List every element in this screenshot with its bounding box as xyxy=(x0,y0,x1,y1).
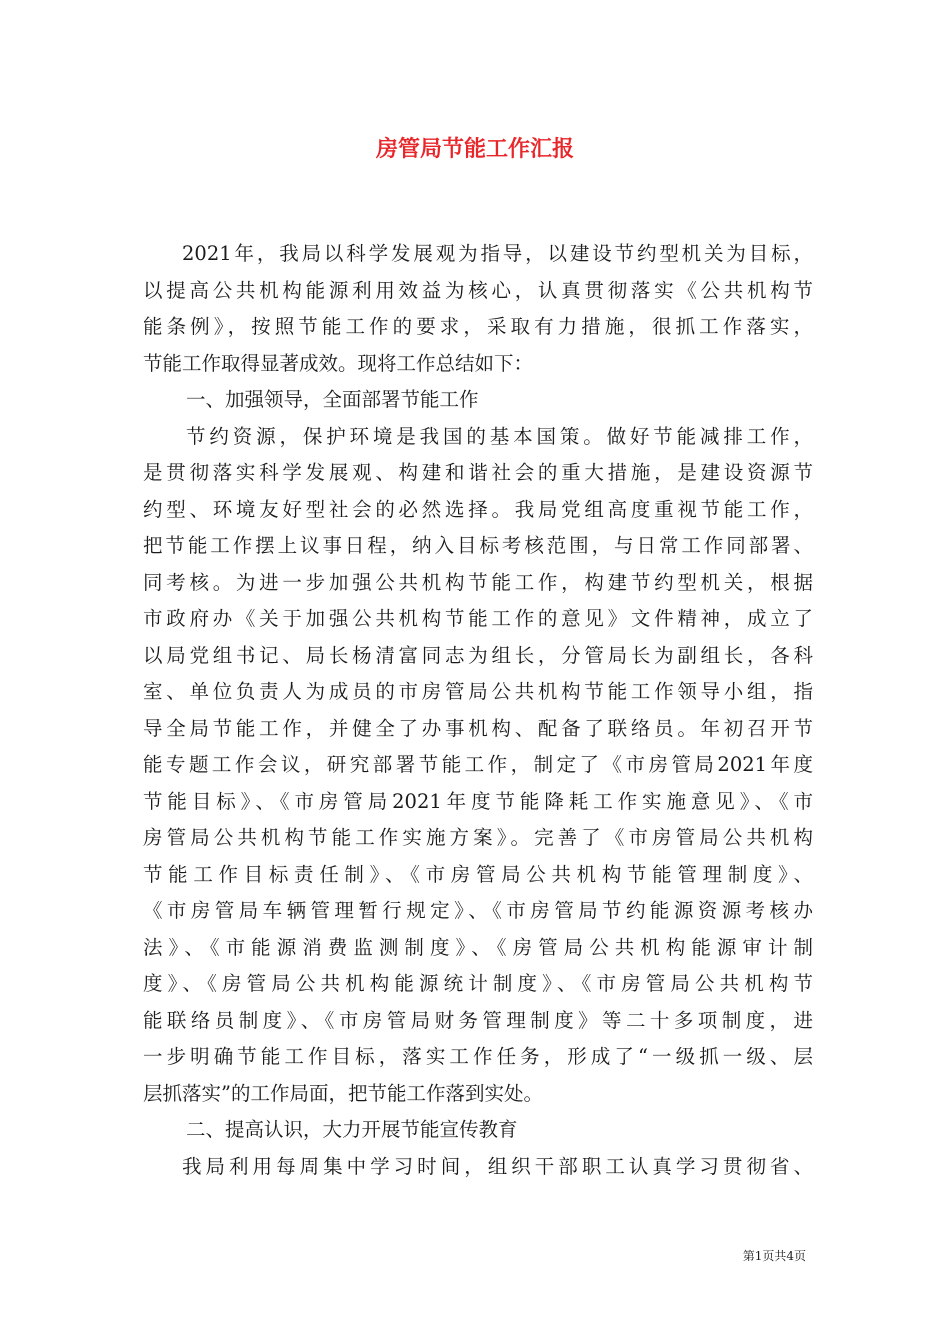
body-line: 能条例》，按照节能工作的要求，采取有力措施，很抓工作落实， xyxy=(143,315,813,338)
body-line: 能专题工作会议，研究部署节能工作，制定了《市房管局2021年度 xyxy=(143,753,813,776)
body-line: 室、单位负责人为成员的市房管局公共机构节能工作领导小组，指 xyxy=(143,680,813,703)
body-line: 2021年，我局以科学发展观为指导，以建设节约型机关为目标， xyxy=(182,242,813,265)
body-line: 同考核。为进一步加强公共机构节能工作，构建节约型机关，根据 xyxy=(143,570,813,594)
body-line: 《市房管局车辆管理暂行规定》、《市房管局节约能源资源考核办 xyxy=(143,899,813,922)
body-line: 房管局公共机构节能工作实施方案》。完善了《市房管局公共机构 xyxy=(143,826,813,849)
body-line: 以提高公共机构能源利用效益为核心，认真贯彻落实《公共机构节 xyxy=(143,278,813,302)
section-heading-1: 一、加强领导，全面部署节能工作 xyxy=(186,388,479,411)
body-line: 能联络员制度》、《市房管局财务管理制度》等二十多项制度，进 xyxy=(143,1008,813,1032)
body-line: 节能工作取得显著成效。现将工作总结如下： xyxy=(143,351,534,375)
body-line: 是贯彻落实科学发展观、构建和谐社会的重大措施，是建设资源节 xyxy=(143,461,813,484)
body-line: 节约资源，保护环境是我国的基本国策。做好节能减排工作， xyxy=(186,424,813,448)
page-number: 第1页共4页 xyxy=(742,1249,806,1263)
body-line: 导全局节能工作，并健全了办事机构、配备了联络员。年初召开节 xyxy=(143,716,813,740)
body-line: 市政府办《关于加强公共机构节能工作的意见》文件精神，成立了 xyxy=(143,607,813,630)
document-title: 房管局节能工作汇报 xyxy=(375,136,574,162)
body-line: 一步明确节能工作目标，落实工作任务，形成了“一级抓一级、层 xyxy=(143,1045,813,1068)
section-heading-2: 二、提高认识，大力开展节能宣传教育 xyxy=(186,1118,518,1141)
body-line: 我局利用每周集中学习时间，组织干部职工认真学习贯彻省、 xyxy=(182,1154,813,1178)
body-line: 节能工作目标责任制》、《市房管局公共机构节能管理制度》、 xyxy=(143,862,813,886)
body-line: 以局党组书记、局长杨清富同志为组长，分管局长为副组长，各科 xyxy=(143,643,813,667)
body-line: 度》、《房管局公共机构能源统计制度》、《市房管局公共机构节 xyxy=(143,972,813,995)
body-line: 层抓落实”的工作局面，把节能工作落到实处。 xyxy=(143,1081,543,1105)
body-line: 把节能工作摆上议事日程，纳入目标考核范围，与日常工作同部署、 xyxy=(143,534,813,557)
body-line: 法》、《市能源消费监测制度》、《房管局公共机构能源审计制 xyxy=(143,935,813,959)
body-line: 节能目标》、《市房管局2021年度节能降耗工作实施意见》、《市 xyxy=(143,789,813,813)
document-body xyxy=(143,236,813,1185)
body-line: 约型、环境友好型社会的必然选择。我局党组高度重视节能工作， xyxy=(143,497,813,521)
